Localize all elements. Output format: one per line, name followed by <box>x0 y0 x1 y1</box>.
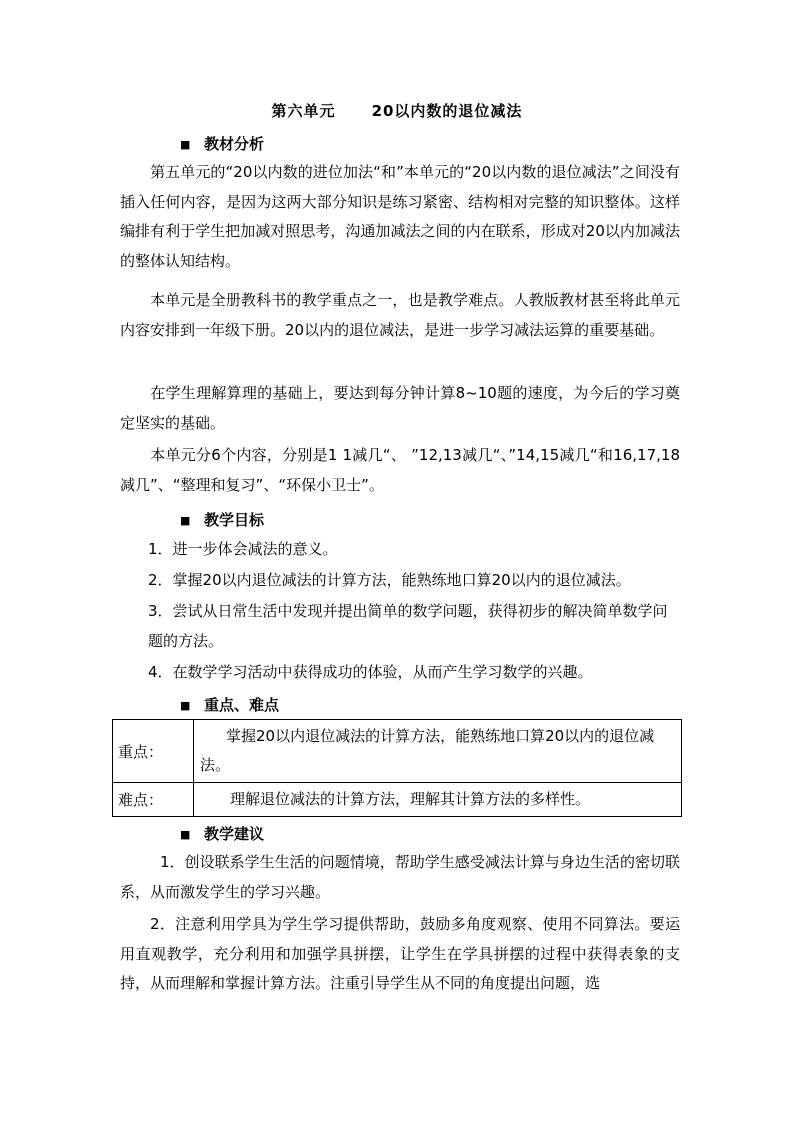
paragraph-text: 在学生理解算理的基础上，要达到每分钟计算8~10题的速度，为今后的学习奠定坚实的基础。 <box>120 384 680 432</box>
difficulty-value-text: 理解退位减法的计算方法，理解其计算方法的多样性。 <box>230 790 591 808</box>
section-heading-analysis <box>180 133 264 154</box>
section-heading-goals <box>180 509 264 530</box>
bullet-square-icon: ■ <box>180 828 191 841</box>
paragraph-text: 本单元分6个内容，分别是1 1减几“、 ”12,13减几“、”14,15减几“和16,17,18减几”、“整理和复习”、“环保小卫士”。 <box>120 446 680 494</box>
section-label: 重点、难点 <box>204 696 280 714</box>
bullet-square-icon: ■ <box>180 514 191 527</box>
section-label: 教材分析 <box>204 135 265 153</box>
key-value <box>194 720 682 783</box>
goal-item-3 <box>148 597 680 656</box>
analysis-paragraph-3 <box>120 379 680 438</box>
difficulty-value <box>194 783 682 817</box>
analysis-paragraph-4 <box>120 441 680 500</box>
analysis-paragraph-2 <box>120 286 680 345</box>
key-points-table <box>112 719 682 817</box>
paragraph-text: 本单元是全册教科书的教学重点之一，也是教学难点。人教版教材甚至将此单元内容安排到一年级下册。20以内的退位减法，是进一步学习减法运算的重要基础。 <box>120 291 680 339</box>
bullet-square-icon: ■ <box>180 138 191 151</box>
paragraph-text: 1．创设联系学生生活的问题情境，帮助学生感受减法计算与身边生活的密切联系，从而激发学生的学习兴趣。 <box>120 853 680 901</box>
section-label: 教学建议 <box>204 825 265 843</box>
suggestion-paragraph-2 <box>120 910 680 999</box>
title-unit: 第六单元 <box>271 102 336 120</box>
section-label: 教学目标 <box>204 511 265 529</box>
table-row <box>113 720 682 783</box>
bullet-square-icon: ■ <box>180 699 191 712</box>
suggestion-paragraph-1 <box>120 848 680 907</box>
page-title <box>0 100 794 121</box>
title-topic: 20以内数的退位减法 <box>371 102 523 120</box>
table-row <box>113 783 682 817</box>
section-heading-key-points <box>180 694 279 715</box>
paragraph-text: 2．注意利用学具为学生学习提供帮助，鼓励多角度观察、使用不同算法。要运用直观教学，充分利用和加强学具拼摆，让学生在学具拼摆的过程中获得表象的支持，从而理解和掌握计算方法。注重引导学生从不同的角度提出问题，选 <box>120 915 680 992</box>
goal-item-1: 1．进一步体会减法的意义。 <box>148 540 338 558</box>
key-value-text: 掌握20以内退位减法的计算方法，能熟练地口算20以内的退位减法。 <box>200 727 655 774</box>
goal-item-2: 2．掌握20以内退位减法的计算方法，能熟练地口算20以内的退位减法。 <box>148 571 631 589</box>
difficulty-label: 难点： <box>113 783 194 817</box>
goal-item-4: 4．在数学学习活动中获得成功的体验，从而产生学习数学的兴趣。 <box>148 663 593 681</box>
key-label: 重点： <box>113 720 194 783</box>
paragraph-text: 第五单元的“20以内数的进位加法“和”本单元的“20以内数的退位减法”之间没有插入任何内容，是因为这两大部分知识是练习紧密、结构相对完整的知识整体。这样编排有利于学生把加减对照思考，沟通加减法之间的内在联系，形成对20以内加减法的整体认知结构。 <box>120 163 680 270</box>
analysis-paragraph-1 <box>120 158 680 276</box>
goal-text: 3．尝试从日常生活中发现并提出简单的数学问题，获得初步的解决简单数学问题的方法。 <box>148 602 668 650</box>
section-heading-suggestions <box>180 823 264 844</box>
